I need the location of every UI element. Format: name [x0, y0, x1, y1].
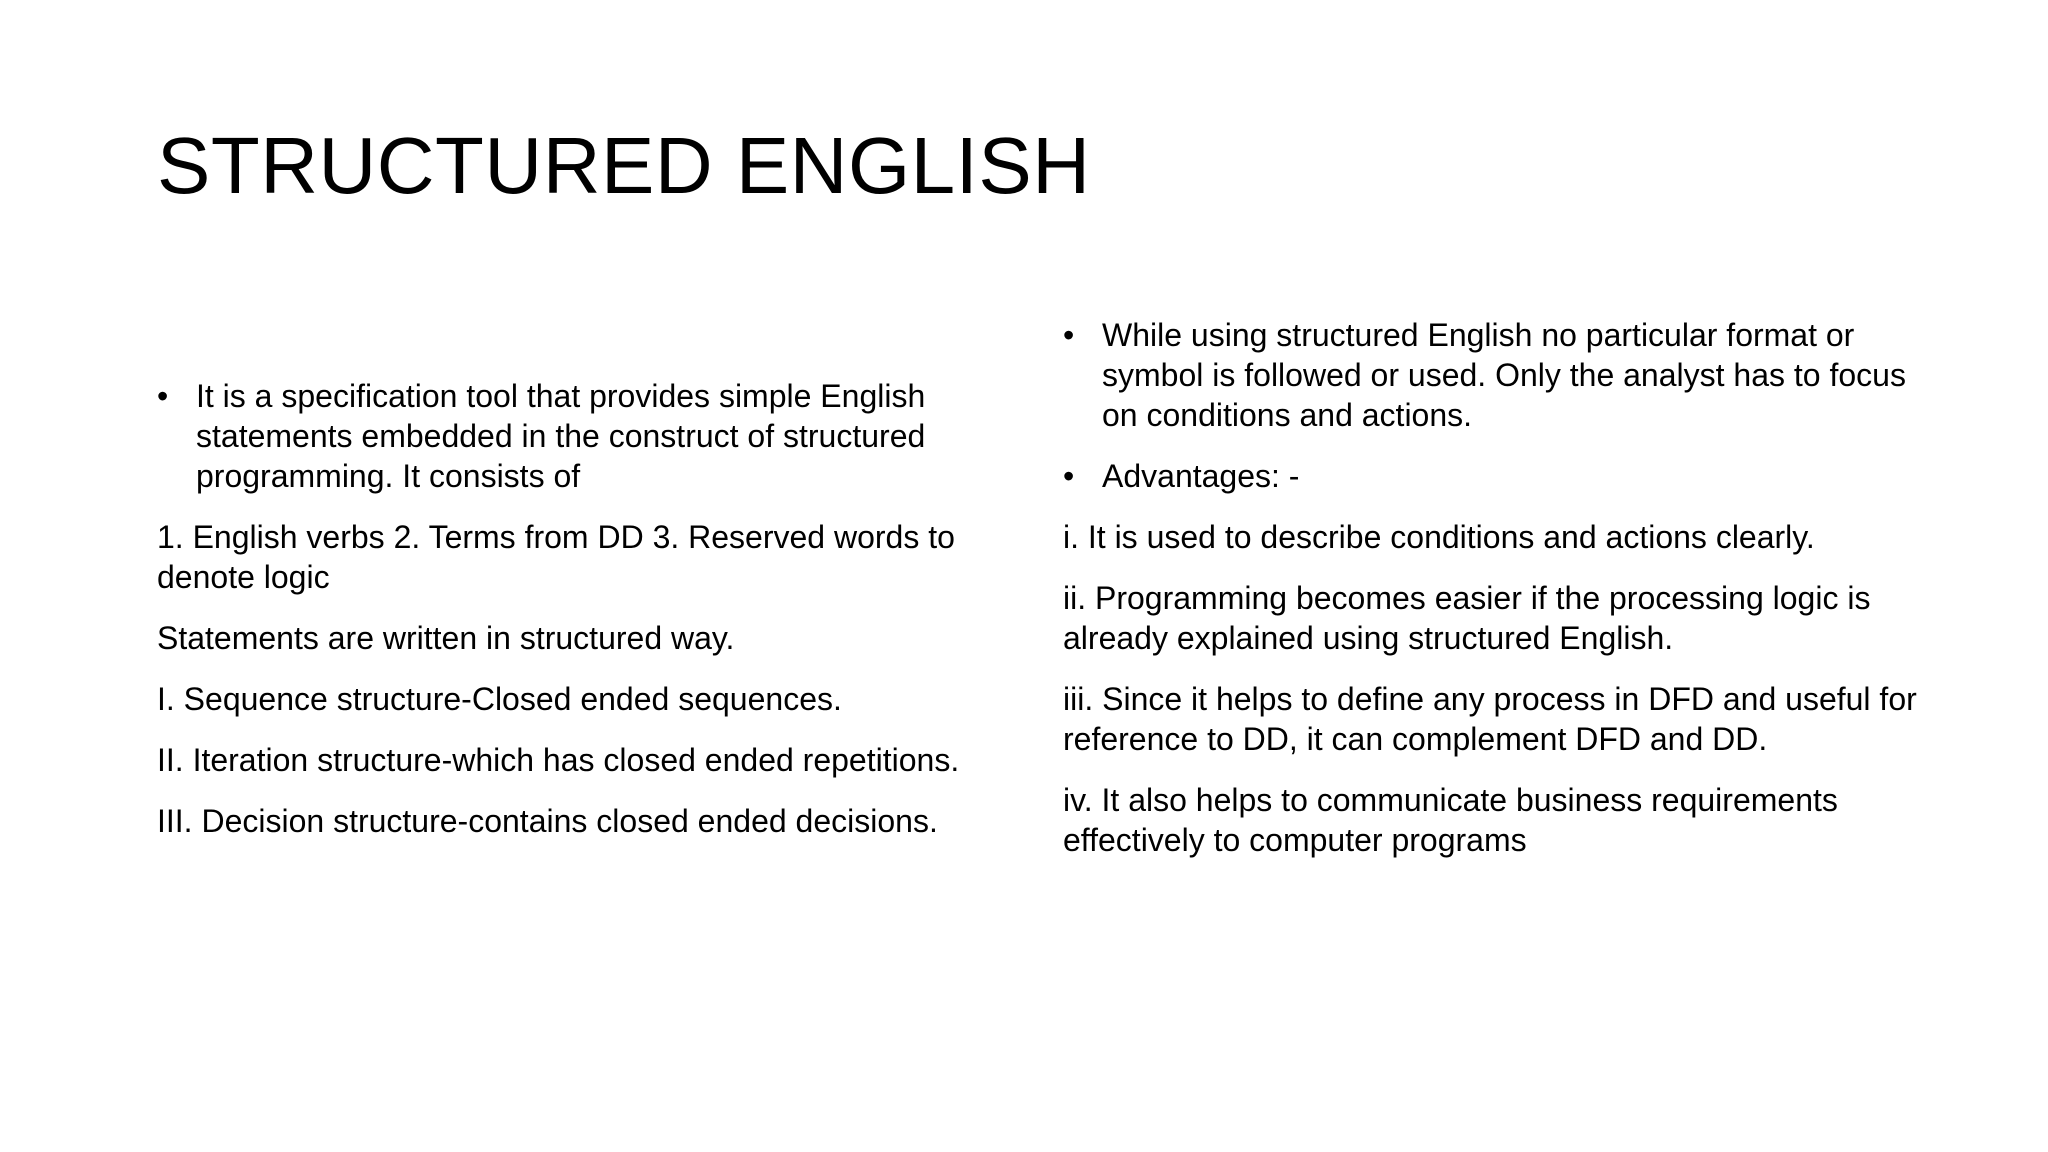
bullet-text: Advantages: - — [1102, 458, 1300, 494]
paragraph: ii. Programming becomes easier if the processing logic is already explained using structured English. — [1063, 580, 1871, 656]
left-content-column — [157, 376, 1007, 862]
paragraph: 1. English verbs 2. Terms from DD 3. Reserved words to denote logic — [157, 519, 955, 595]
bullet-dot-icon: • — [1063, 317, 1075, 353]
bullet-dot-icon: • — [157, 378, 169, 414]
paragraph: Statements are written in structured way. — [157, 620, 735, 656]
bullet-item — [157, 376, 1007, 496]
bullet-dot-icon: • — [1063, 458, 1075, 494]
paragraph: iv. It also helps to communicate business requirements effectively to computer programs — [1063, 782, 1838, 858]
paragraph: i. It is used to describe conditions and actions clearly. — [1063, 519, 1815, 555]
paragraph: iii. Since it helps to define any process in DFD and useful for reference to DD, it can complement DFD and DD. — [1063, 681, 1917, 757]
right-content-column — [1063, 315, 1923, 881]
bullet-item — [1063, 456, 1923, 496]
paragraph: I. Sequence structure-Closed ended sequences. — [157, 681, 842, 717]
bullet-item — [1063, 315, 1923, 435]
paragraph: III. Decision structure-contains closed ended decisions. — [157, 803, 938, 839]
bullet-text: While using structured English no particular format or symbol is followed or used. Only the analyst has to focus on conditions and actions. — [1102, 317, 1906, 433]
bullet-text: It is a specification tool that provides simple English statements embedded in the construct of structured programming. It consists of — [196, 378, 926, 494]
paragraph: II. Iteration structure-which has closed ended repetitions. — [157, 742, 960, 778]
slide-title: STRUCTURED ENGLISH — [157, 121, 1091, 210]
